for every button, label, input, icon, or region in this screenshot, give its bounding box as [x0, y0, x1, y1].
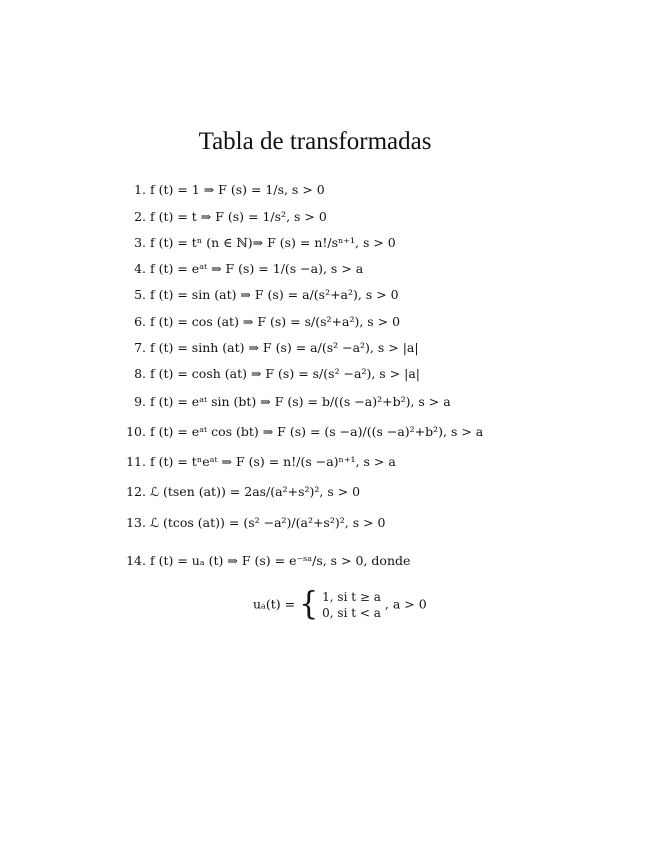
item-number: 10.: [126, 424, 146, 439]
item-formula: ℒ (tcos (at)) = (s² −a²)/(a²+s²)², s > 0: [150, 515, 386, 530]
item-formula: f (t) = sin (at) ⇒ F (s) = a/(s²+a²), s > 0: [150, 287, 399, 302]
step-function-condition: , a > 0: [384, 596, 427, 612]
item-formula: f (t) = uₐ (t) ⇒ F (s) = e⁻ˢᵃ/s, s > 0, donde: [150, 553, 411, 568]
item-number: 3.: [134, 235, 146, 250]
case-1: 1, si t ≥ a: [322, 590, 381, 604]
item-formula: f (t) = tⁿeᵃᵗ ⇒ F (s) = n!/(s −a)ⁿ⁺¹, s > a: [150, 454, 396, 469]
item-number: 8.: [134, 366, 146, 381]
item-formula: f (t) = tⁿ (n ∈ ℕ)⇒ F (s) = n!/sⁿ⁺¹, s > 0: [150, 235, 396, 250]
item-number: 2.: [134, 209, 146, 224]
item-formula: ℒ (tsen (at)) = 2as/(a²+s²)², s > 0: [150, 484, 361, 499]
step-function-lhs: uₐ(t) =: [253, 596, 296, 612]
item-number: 13.: [126, 515, 146, 530]
item-formula: f (t) = eᵃᵗ ⇒ F (s) = 1/(s −a), s > a: [150, 261, 364, 276]
item-number: 11.: [126, 454, 146, 469]
step-function-definition: [253, 586, 427, 623]
page-title: Tabla de transformadas: [198, 128, 432, 155]
item-number: 4.: [134, 261, 146, 276]
cases-block: [322, 589, 381, 621]
item-formula: f (t) = 1 ⇒ F (s) = 1/s, s > 0: [150, 182, 325, 197]
item-formula: f (t) = cos (at) ⇒ F (s) = s/(s²+a²), s > 0: [150, 314, 401, 329]
item-number: 1.: [134, 182, 146, 197]
item-number: 12.: [126, 484, 146, 499]
item-formula: f (t) = eᵃᵗ cos (bt) ⇒ F (s) = (s −a)/((s −a)²+b²), s > a: [150, 424, 484, 439]
item-formula: f (t) = sinh (at) ⇒ F (s) = a/(s² −a²), s > |a|: [150, 340, 419, 355]
item-number: 7.: [134, 340, 146, 355]
item-number: 6.: [134, 314, 146, 329]
left-brace: {: [299, 586, 319, 623]
item-formula: f (t) = eᵃᵗ sin (bt) ⇒ F (s) = b/((s −a)²+b²), s > a: [150, 394, 451, 409]
item-formula: f (t) = t ⇒ F (s) = 1/s², s > 0: [150, 209, 327, 224]
item-number: 14.: [126, 553, 146, 568]
item-number: 9.: [134, 394, 146, 409]
case-2: 0, si t < a: [322, 606, 381, 620]
item-number: 5.: [134, 287, 146, 302]
item-formula: f (t) = cosh (at) ⇒ F (s) = s/(s² −a²), s > |a|: [150, 366, 421, 381]
